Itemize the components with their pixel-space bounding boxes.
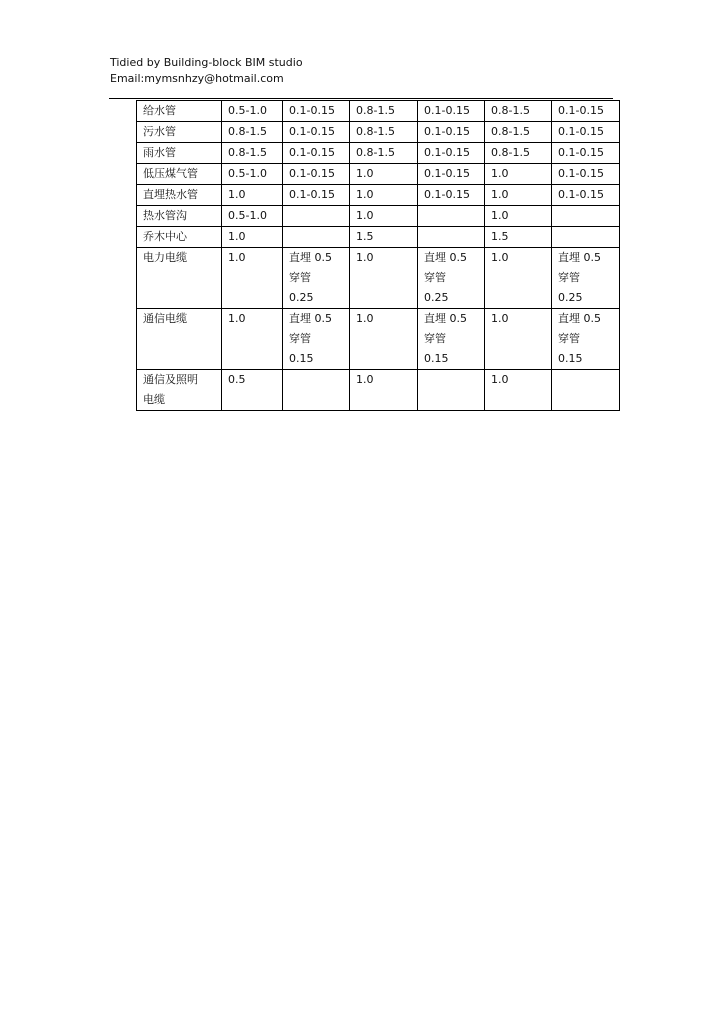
cell-value: 直埋 0.5 — [289, 251, 332, 264]
row-name-cell — [137, 206, 222, 227]
row-name-cell — [137, 122, 222, 143]
cell-value: 穿管 — [558, 271, 580, 284]
cell-value: 1.0 — [356, 209, 374, 222]
cell-value: 0.1-0.15 — [424, 125, 470, 138]
cell-value: 0.1-0.15 — [289, 104, 335, 117]
table-cell — [418, 370, 485, 411]
row-name: 直埋热水管 — [143, 188, 198, 201]
table-cell — [283, 370, 350, 411]
cell-value: 1.0 — [356, 188, 374, 201]
table-cell — [350, 227, 418, 248]
cell-value: 0.1-0.15 — [558, 167, 604, 180]
cell-value: 0.1-0.15 — [424, 104, 470, 117]
table-row — [137, 122, 620, 143]
table-cell — [485, 206, 552, 227]
cell-value: 0.1-0.15 — [289, 167, 335, 180]
table-row — [137, 227, 620, 248]
table-cell — [552, 185, 620, 206]
table-cell — [552, 122, 620, 143]
table-cell — [283, 309, 350, 370]
cell-value: 1.0 — [356, 167, 374, 180]
table-cell — [552, 227, 620, 248]
cell-value: 0.8-1.5 — [228, 125, 267, 138]
table-cell — [350, 206, 418, 227]
cell-value: 1.5 — [356, 230, 374, 243]
cell-value: 0.1-0.15 — [424, 188, 470, 201]
table-cell — [222, 370, 283, 411]
table-cell — [418, 101, 485, 122]
cell-value: 穿管 — [424, 271, 446, 284]
cell-value: 1.0 — [228, 188, 246, 201]
table-row — [137, 185, 620, 206]
row-name: 乔木中心 — [143, 230, 187, 243]
table-cell — [485, 101, 552, 122]
cell-value: 1.0 — [491, 251, 509, 264]
table-cell — [485, 309, 552, 370]
page-header — [110, 55, 303, 87]
table-cell — [418, 206, 485, 227]
row-name: 给水管 — [143, 104, 176, 117]
cell-value: 直埋 0.5 — [558, 312, 601, 325]
cell-value: 穿管 — [289, 332, 311, 345]
cell-value: 1.0 — [228, 312, 246, 325]
cell-value: 1.0 — [491, 373, 509, 386]
table-cell — [552, 143, 620, 164]
cell-value: 0.25 — [424, 291, 449, 304]
cell-value: 0.15 — [289, 352, 314, 365]
table-cell — [350, 248, 418, 309]
table-cell — [418, 227, 485, 248]
cell-value: 0.1-0.15 — [424, 167, 470, 180]
header-divider — [109, 98, 613, 99]
table-cell — [485, 143, 552, 164]
cell-value: 0.5 — [228, 373, 246, 386]
table-cell — [350, 122, 418, 143]
table-cell — [485, 164, 552, 185]
cell-value: 0.25 — [289, 291, 314, 304]
cell-value: 1.0 — [356, 251, 374, 264]
table-cell — [485, 370, 552, 411]
cell-value: 0.5-1.0 — [228, 209, 267, 222]
cell-value: 0.1-0.15 — [424, 146, 470, 159]
cell-value: 1.0 — [356, 312, 374, 325]
cell-value: 0.8-1.5 — [491, 104, 530, 117]
cell-value: 0.5-1.0 — [228, 104, 267, 117]
row-name-cell — [137, 164, 222, 185]
row-name-cell — [137, 143, 222, 164]
row-name: 电缆 — [143, 393, 165, 406]
table-cell — [485, 185, 552, 206]
table-cell — [552, 248, 620, 309]
table-cell — [283, 101, 350, 122]
row-name-cell — [137, 185, 222, 206]
table-cell — [552, 370, 620, 411]
cell-value: 0.8-1.5 — [356, 104, 395, 117]
table-row — [137, 143, 620, 164]
table-row — [137, 101, 620, 122]
row-name-cell — [137, 370, 222, 411]
table-cell — [222, 164, 283, 185]
table-row — [137, 370, 620, 411]
row-name: 雨水管 — [143, 146, 176, 159]
cell-value: 穿管 — [558, 332, 580, 345]
table-cell — [350, 185, 418, 206]
table-row — [137, 206, 620, 227]
table-cell — [485, 227, 552, 248]
cell-value: 1.0 — [228, 251, 246, 264]
cell-value: 0.1-0.15 — [289, 125, 335, 138]
cell-value: 1.0 — [491, 167, 509, 180]
table-cell — [350, 370, 418, 411]
cell-value: 穿管 — [424, 332, 446, 345]
cell-value: 0.8-1.5 — [356, 146, 395, 159]
clearance-table — [136, 100, 620, 411]
table-cell — [418, 122, 485, 143]
table-row — [137, 248, 620, 309]
row-name-cell — [137, 101, 222, 122]
cell-value: 0.25 — [558, 291, 583, 304]
cell-value: 0.8-1.5 — [491, 146, 530, 159]
row-name: 污水管 — [143, 125, 176, 138]
cell-value: 直埋 0.5 — [424, 251, 467, 264]
cell-value: 0.1-0.15 — [558, 125, 604, 138]
cell-value: 0.1-0.15 — [558, 188, 604, 201]
cell-value: 穿管 — [289, 271, 311, 284]
row-name: 低压煤气管 — [143, 167, 198, 180]
table-cell — [552, 164, 620, 185]
cell-value: 1.5 — [491, 230, 509, 243]
cell-value: 1.0 — [491, 209, 509, 222]
table-row — [137, 164, 620, 185]
cell-value: 0.15 — [558, 352, 583, 365]
table-cell — [222, 248, 283, 309]
cell-value: 1.0 — [491, 188, 509, 201]
row-name: 通信及照明 — [143, 373, 198, 386]
table-cell — [222, 185, 283, 206]
table-cell — [283, 248, 350, 309]
cell-value: 1.0 — [356, 373, 374, 386]
table-cell — [552, 309, 620, 370]
cell-value: 0.15 — [424, 352, 449, 365]
cell-value: 1.0 — [491, 312, 509, 325]
table-cell — [222, 227, 283, 248]
table-cell — [418, 248, 485, 309]
table-cell — [222, 101, 283, 122]
table-cell — [283, 206, 350, 227]
table-cell — [283, 185, 350, 206]
row-name-cell — [137, 227, 222, 248]
cell-value: 0.8-1.5 — [356, 125, 395, 138]
table-cell — [350, 101, 418, 122]
cell-value: 0.1-0.15 — [289, 146, 335, 159]
cell-value: 0.8-1.5 — [491, 125, 530, 138]
cell-value: 0.1-0.15 — [558, 104, 604, 117]
table-cell — [222, 143, 283, 164]
header-email: Email:mymsnhzy@hotmail.com — [110, 72, 284, 85]
table-cell — [418, 185, 485, 206]
table-cell — [552, 101, 620, 122]
cell-value: 0.1-0.15 — [289, 188, 335, 201]
table-cell — [485, 248, 552, 309]
table-cell — [283, 227, 350, 248]
table-cell — [222, 309, 283, 370]
table-cell — [283, 164, 350, 185]
table-cell — [283, 143, 350, 164]
table-cell — [350, 309, 418, 370]
table-row — [137, 309, 620, 370]
row-name: 热水管沟 — [143, 209, 187, 222]
cell-value: 直埋 0.5 — [289, 312, 332, 325]
cell-value: 直埋 0.5 — [424, 312, 467, 325]
table-cell — [552, 206, 620, 227]
table-cell — [222, 206, 283, 227]
table-cell — [350, 143, 418, 164]
cell-value: 0.8-1.5 — [228, 146, 267, 159]
cell-value: 直埋 0.5 — [558, 251, 601, 264]
cell-value: 0.1-0.15 — [558, 146, 604, 159]
table-cell — [283, 122, 350, 143]
row-name-cell — [137, 248, 222, 309]
cell-value: 0.5-1.0 — [228, 167, 267, 180]
row-name: 通信电缆 — [143, 312, 187, 325]
table-cell — [350, 164, 418, 185]
row-name-cell — [137, 309, 222, 370]
table-cell — [485, 122, 552, 143]
table-cell — [418, 143, 485, 164]
table-cell — [418, 309, 485, 370]
header-credit: Tidied by Building-block BIM studio — [110, 56, 303, 69]
cell-value: 1.0 — [228, 230, 246, 243]
table-cell — [222, 122, 283, 143]
table-cell — [418, 164, 485, 185]
row-name: 电力电缆 — [143, 251, 187, 264]
